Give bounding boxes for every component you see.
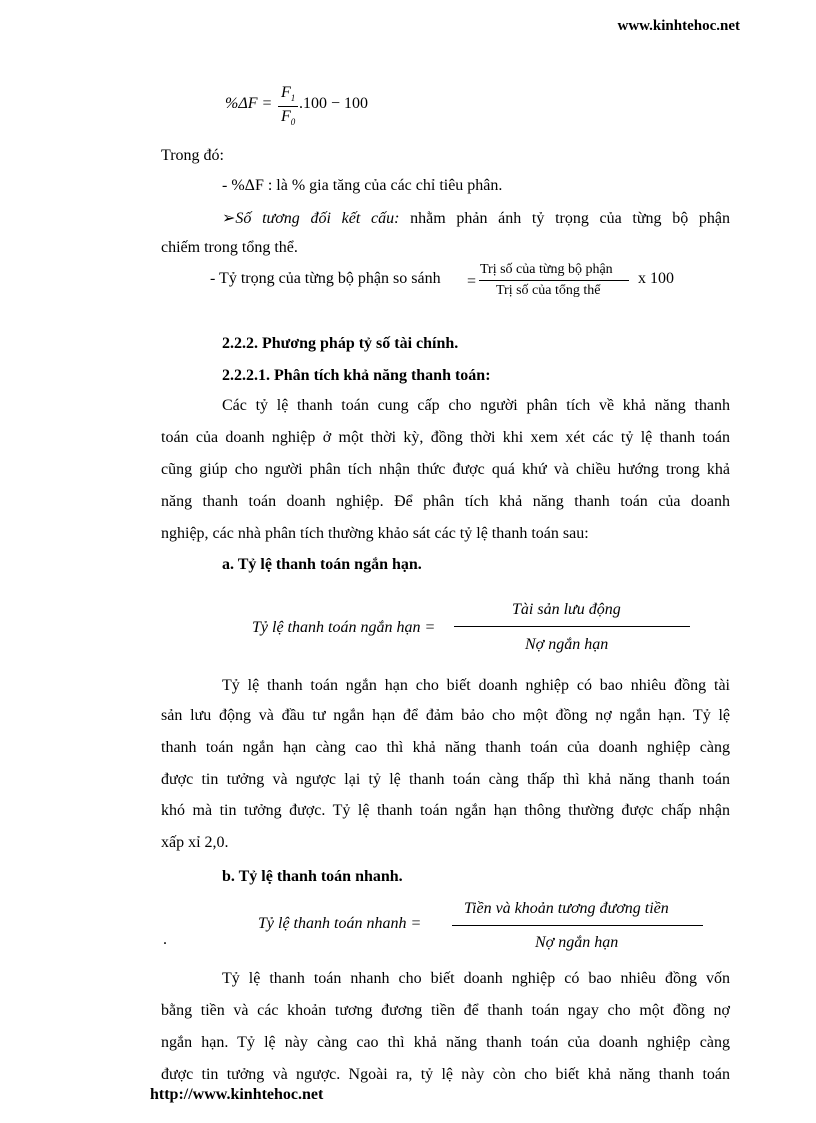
heading-a: a. Tỷ lệ thanh toán ngắn hạn. <box>222 556 422 573</box>
paragraph-line: Tỷ lệ thanh toán ngắn hạn cho biết doanh nghiệp có bao nhiêu đồng tài <box>222 677 730 694</box>
formula-rest: .100 − 100 <box>299 95 369 112</box>
formula-a-denominator: Nợ ngắn hạn <box>525 636 609 653</box>
formula-proportion-denominator: Trị số của tổng thể <box>496 283 601 298</box>
fraction-bar <box>479 280 629 281</box>
paragraph-line: khó mà tin tưởng được. Tỷ lệ thanh toán ngắn hạn thông thường được chấp nhận <box>161 802 730 819</box>
formula-proportion-lhs: - Tỷ trọng của từng bộ phận so sánh <box>210 270 441 287</box>
arrow-bullet-icon: ➢ <box>222 210 236 227</box>
stray-dot: . <box>163 931 167 948</box>
formula-den-sub: 0 <box>290 117 296 128</box>
text-pct-definition: - %ΔF : là % gia tăng của các chỉ tiêu phân. <box>222 177 503 194</box>
paragraph-line: toán của doanh nghiệp ở một thời kỳ, đồng thời khi xem xét các tỷ lệ thanh toán <box>161 429 730 446</box>
formula-b-lhs: Tỷ lệ thanh toán nhanh = <box>258 915 422 932</box>
formula-lhs: %ΔF = <box>225 95 273 112</box>
bullet-structure-line2: chiếm trong tổng thể. <box>161 239 298 256</box>
formula-b-numerator: Tiền và khoản tương đương tiền <box>464 900 669 917</box>
paragraph-line: được tin tưởng và ngược. Ngoài ra, tỷ lệ này còn cho biết khả năng thanh toán <box>161 1066 730 1083</box>
bullet-text: nhằm phản ánh tỷ trọng của từng bộ phận <box>410 210 731 227</box>
paragraph-line: sản lưu động và đầu tư ngắn hạn để đảm bảo cho một đồng nợ ngắn hạn. Tỷ lệ <box>161 707 730 724</box>
formula-den-var: F <box>281 108 291 125</box>
formula-a-lhs: Tỷ lệ thanh toán ngắn hạn = <box>252 619 436 636</box>
paragraph-line: bằng tiền và các khoản tương đương tiền để thanh toán ngay cho một đồng nợ <box>161 1002 730 1019</box>
fraction-bar <box>452 925 703 926</box>
fraction-bar <box>454 626 690 627</box>
fraction-bar <box>278 106 298 107</box>
paragraph-line: ngắn hạn. Tỷ lệ này càng cao thì khả năng thanh toán của doanh nghiệp càng <box>161 1034 730 1051</box>
bullet-lead: Số tương đối kết cấu: <box>235 210 400 227</box>
heading-b: b. Tỷ lệ thanh toán nhanh. <box>222 868 403 885</box>
formula-b-denominator: Nợ ngắn hạn <box>535 934 619 951</box>
paragraph-line: năng thanh toán doanh nghiệp. Để phân tích khả năng thanh toán của doanh <box>161 493 730 510</box>
paragraph-line: thanh toán ngắn hạn càng cao thì khả năng thanh toán của doanh nghiệp càng <box>161 739 730 756</box>
formula-numerator <box>281 84 295 103</box>
formula-proportion-eq: = <box>467 273 477 290</box>
footer-url: http://www.kinhtehoc.net <box>150 1086 324 1103</box>
paragraph-line: Các tỷ lệ thanh toán cung cấp cho người phân tích về khả năng thanh <box>222 397 730 414</box>
formula-proportion-numerator: Trị số của từng bộ phận <box>480 262 613 277</box>
paragraph-line: cũng giúp cho người phân tích nhận thức được quá khứ và chiều hướng trong khả <box>161 461 730 478</box>
heading-2-2-2: 2.2.2. Phương pháp tỷ số tài chính. <box>222 335 459 352</box>
formula-num-var: F <box>281 84 291 101</box>
paragraph-line: nghiệp, các nhà phân tích thường khảo sát các tỷ lệ thanh toán sau: <box>161 525 589 542</box>
heading-2-2-2-1: 2.2.2.1. Phân tích khả năng thanh toán: <box>222 367 491 384</box>
paragraph-line: xấp xỉ 2,0. <box>161 834 229 851</box>
formula-proportion-mult: x 100 <box>638 270 674 287</box>
formula-num-sub: 1 <box>290 93 296 104</box>
formula-denominator <box>281 108 295 127</box>
bullet-structure-line1 <box>222 208 730 228</box>
header-url: www.kinhtehoc.net <box>617 18 740 34</box>
paragraph-line: Tỷ lệ thanh toán nhanh cho biết doanh nghiệp có bao nhiêu đồng vốn <box>222 970 730 987</box>
formula-a-numerator: Tài sản lưu động <box>512 601 621 618</box>
paragraph-line: được tin tưởng và ngược lại tỷ lệ thanh toán càng thấp thì khả năng thanh toán <box>161 771 730 788</box>
text-trong-do: Trong đó: <box>161 147 224 164</box>
